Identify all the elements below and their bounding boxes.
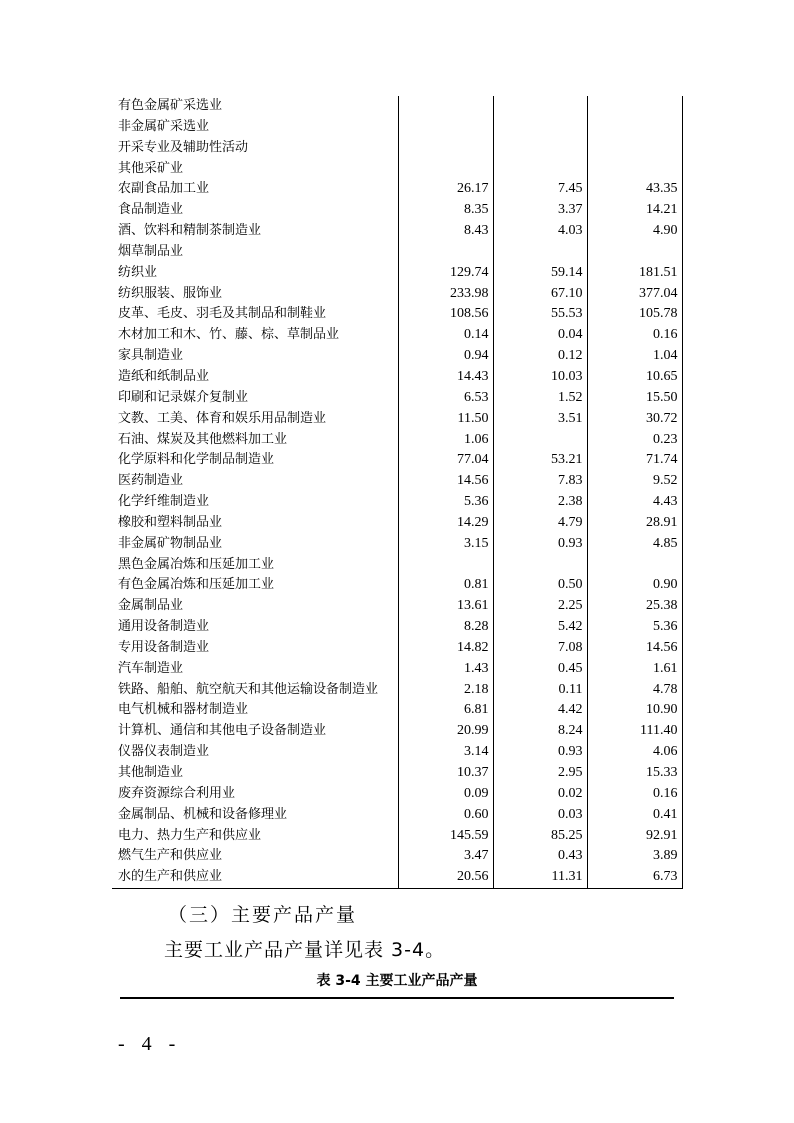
row-value-2-cell: 7.83 [493, 471, 587, 492]
row-value-1-cell: 6.53 [398, 388, 493, 409]
row-value-3-cell: 10.65 [587, 367, 682, 388]
table-row [112, 117, 682, 138]
row-value-1-cell [398, 555, 493, 576]
row-value-3-cell: 0.23 [587, 430, 682, 451]
row-name-cell: 化学纤维制造业 [118, 494, 210, 510]
row-value-1-cell: 14.82 [398, 638, 493, 659]
row-name-cell: 开采专业及辅助性活动 [118, 139, 249, 155]
row-name-cell: 有色金属冶炼和压延加工业 [118, 577, 275, 593]
row-value-3-cell: 4.90 [587, 221, 682, 242]
row-value-2-cell: 0.93 [493, 742, 587, 763]
row-name-cell: 印刷和记录媒介复制业 [118, 389, 249, 405]
table-row [112, 409, 682, 430]
row-name-cell: 计算机、通信和其他电子设备制造业 [118, 723, 327, 739]
table-row [112, 138, 682, 159]
table-row [112, 471, 682, 492]
row-value-3-cell: 4.78 [587, 680, 682, 701]
row-value-1-cell: 0.09 [398, 784, 493, 805]
row-name-cell: 化学原料和化学制品制造业 [118, 452, 275, 468]
row-value-3-cell [587, 555, 682, 576]
row-name-cell: 非金属矿采选业 [118, 118, 210, 134]
row-value-3-cell: 14.56 [587, 638, 682, 659]
row-value-3-cell: 6.73 [587, 867, 682, 888]
table-row [112, 805, 682, 826]
row-value-1-cell: 233.98 [398, 284, 493, 305]
row-value-2-cell [493, 117, 587, 138]
row-value-2-cell [493, 96, 587, 117]
table-row [112, 96, 682, 117]
row-name-cell: 水的生产和供应业 [112, 867, 398, 888]
row-value-3-cell: 377.04 [587, 284, 682, 305]
row-value-3-cell: 0.16 [587, 325, 682, 346]
table-row [112, 513, 682, 534]
row-value-2-cell: 3.51 [493, 409, 587, 430]
row-value-2-cell: 4.03 [493, 221, 587, 242]
row-name-cell: 金属制品、机械和设备修理业 [118, 806, 288, 822]
row-value-2-cell: 0.11 [493, 680, 587, 701]
table-row [112, 388, 682, 409]
row-value-2-cell: 0.03 [493, 805, 587, 826]
row-name-cell: 通用设备制造业 [118, 619, 210, 635]
row-value-1-cell: 0.60 [398, 805, 493, 826]
row-value-1-cell: 3.15 [398, 534, 493, 555]
row-value-2-cell: 1.52 [493, 388, 587, 409]
row-value-2-cell: 2.38 [493, 492, 587, 513]
row-value-1-cell: 108.56 [398, 304, 493, 325]
row-name-cell: 文教、工美、体育和娱乐用品制造业 [118, 410, 327, 426]
table-row [112, 534, 682, 555]
table-row [112, 159, 682, 180]
row-name-cell: 酒、饮料和精制茶制造业 [118, 223, 262, 239]
row-value-2-cell [493, 242, 587, 263]
table-row [112, 721, 682, 742]
row-value-2-cell: 53.21 [493, 450, 587, 471]
row-value-2-cell: 85.25 [493, 826, 587, 847]
row-value-3-cell [587, 138, 682, 159]
row-value-1-cell [398, 242, 493, 263]
table-row [112, 680, 682, 701]
row-value-1-cell: 1.06 [398, 430, 493, 451]
table-row [112, 742, 682, 763]
row-value-1-cell: 8.43 [398, 221, 493, 242]
table-row [112, 200, 682, 221]
row-value-3-cell [587, 96, 682, 117]
row-value-2-cell: 0.50 [493, 575, 587, 596]
row-value-1-cell: 1.43 [398, 659, 493, 680]
row-value-1-cell: 14.43 [398, 367, 493, 388]
table-body [112, 96, 682, 889]
row-value-1-cell: 145.59 [398, 826, 493, 847]
row-name-cell: 废弃资源综合利用业 [118, 785, 236, 801]
row-value-2-cell [493, 430, 587, 451]
row-value-2-cell: 55.53 [493, 304, 587, 325]
row-name-cell: 非金属矿物制品业 [118, 535, 223, 551]
row-value-3-cell: 0.90 [587, 575, 682, 596]
table-top-rule [120, 997, 674, 999]
table-row [112, 242, 682, 263]
industry-data-table [112, 96, 683, 889]
row-name-cell: 黑色金属冶炼和压延加工业 [118, 556, 275, 572]
table-row [112, 346, 682, 367]
row-value-3-cell: 30.72 [587, 409, 682, 430]
table-row [112, 450, 682, 471]
table-row [112, 826, 682, 847]
row-name-cell: 造纸和纸制品业 [118, 368, 210, 384]
row-value-1-cell: 14.29 [398, 513, 493, 534]
row-value-2-cell: 10.03 [493, 367, 587, 388]
row-value-3-cell: 15.33 [587, 763, 682, 784]
row-value-3-cell [587, 117, 682, 138]
row-name-cell: 有色金属矿采选业 [118, 98, 223, 113]
row-value-3-cell: 5.36 [587, 617, 682, 638]
table-row [112, 263, 682, 284]
row-value-2-cell: 0.12 [493, 346, 587, 367]
row-value-1-cell: 3.14 [398, 742, 493, 763]
row-value-1-cell: 0.94 [398, 346, 493, 367]
row-value-3-cell: 10.90 [587, 700, 682, 721]
row-value-1-cell: 8.28 [398, 617, 493, 638]
page-number: - 4 - [118, 1033, 182, 1055]
body-paragraph: 主要工业产品产量详见表 3-4。 [164, 939, 446, 961]
row-name-cell: 电气机械和器材制造业 [118, 702, 249, 718]
row-value-1-cell [398, 138, 493, 159]
row-value-3-cell: 15.50 [587, 388, 682, 409]
table-row [112, 304, 682, 325]
section-heading: （三）主要产品产量 [168, 904, 358, 926]
table-row [112, 596, 682, 617]
row-value-1-cell: 8.35 [398, 200, 493, 221]
row-value-2-cell: 11.31 [493, 867, 587, 888]
row-value-1-cell: 0.14 [398, 325, 493, 346]
row-name-cell: 电力、热力生产和供应业 [118, 827, 262, 843]
row-value-1-cell: 2.18 [398, 680, 493, 701]
table-row [112, 325, 682, 346]
table-row [112, 430, 682, 451]
row-value-3-cell: 3.89 [587, 846, 682, 867]
row-value-3-cell: 92.91 [587, 826, 682, 847]
row-name-cell: 燃气生产和供应业 [118, 848, 223, 864]
row-value-1-cell [398, 96, 493, 117]
row-value-1-cell: 77.04 [398, 450, 493, 471]
row-name-cell: 纺织服装、服饰业 [118, 285, 223, 301]
row-value-2-cell: 59.14 [493, 263, 587, 284]
row-value-1-cell: 11.50 [398, 409, 493, 430]
table-row [112, 284, 682, 305]
row-name-cell: 橡胶和塑料制品业 [118, 514, 223, 530]
row-value-2-cell: 7.08 [493, 638, 587, 659]
row-name-cell: 仪器仪表制造业 [118, 744, 210, 760]
row-value-1-cell: 13.61 [398, 596, 493, 617]
row-value-2-cell: 7.45 [493, 179, 587, 200]
row-value-2-cell [493, 555, 587, 576]
row-name-cell: 专用设备制造业 [118, 639, 210, 655]
table-row [112, 575, 682, 596]
row-value-3-cell: 9.52 [587, 471, 682, 492]
row-value-2-cell: 0.45 [493, 659, 587, 680]
row-value-3-cell [587, 159, 682, 180]
table-row [112, 659, 682, 680]
row-value-3-cell: 181.51 [587, 263, 682, 284]
row-value-2-cell [493, 159, 587, 180]
row-name-cell: 金属制品业 [118, 598, 184, 614]
table-row [112, 179, 682, 200]
row-value-3-cell: 71.74 [587, 450, 682, 471]
row-value-2-cell: 0.02 [493, 784, 587, 805]
table-row [112, 763, 682, 784]
row-value-2-cell: 2.95 [493, 763, 587, 784]
row-value-2-cell: 4.42 [493, 700, 587, 721]
row-value-1-cell: 26.17 [398, 179, 493, 200]
row-name-cell: 农副食品加工业 [118, 181, 210, 197]
row-value-3-cell [587, 242, 682, 263]
row-value-2-cell: 2.25 [493, 596, 587, 617]
row-name-cell: 烟草制品业 [118, 243, 184, 259]
table-row [112, 492, 682, 513]
row-value-3-cell: 14.21 [587, 200, 682, 221]
table-row [112, 617, 682, 638]
row-value-1-cell: 20.56 [398, 867, 493, 888]
row-value-1-cell: 3.47 [398, 846, 493, 867]
row-name-cell: 医药制造业 [118, 473, 184, 489]
table-row [112, 367, 682, 388]
row-name-cell: 纺织业 [118, 264, 158, 280]
row-value-3-cell: 4.43 [587, 492, 682, 513]
row-value-1-cell: 5.36 [398, 492, 493, 513]
row-name-cell: 皮革、毛皮、羽毛及其制品和制鞋业 [118, 306, 327, 322]
row-value-3-cell: 43.35 [587, 179, 682, 200]
table-row [112, 784, 682, 805]
row-value-2-cell: 67.10 [493, 284, 587, 305]
row-value-3-cell: 4.06 [587, 742, 682, 763]
table-row [112, 700, 682, 721]
row-value-3-cell: 111.40 [587, 721, 682, 742]
row-value-3-cell: 4.85 [587, 534, 682, 555]
row-value-1-cell [398, 159, 493, 180]
row-name-cell: 其他采矿业 [118, 160, 184, 176]
row-name-cell: 食品制造业 [118, 202, 184, 218]
row-value-3-cell: 105.78 [587, 304, 682, 325]
row-value-1-cell: 0.81 [398, 575, 493, 596]
row-value-1-cell [398, 117, 493, 138]
row-value-1-cell: 129.74 [398, 263, 493, 284]
row-value-3-cell: 1.04 [587, 346, 682, 367]
row-value-3-cell: 1.61 [587, 659, 682, 680]
row-name-cell: 木材加工和木、竹、藤、棕、草制品业 [118, 327, 340, 343]
table-caption: 表 3-4 主要工业产品产量 [316, 973, 478, 989]
row-value-2-cell: 0.04 [493, 325, 587, 346]
row-value-1-cell: 6.81 [398, 700, 493, 721]
row-value-3-cell: 25.38 [587, 596, 682, 617]
row-value-2-cell [493, 138, 587, 159]
row-value-2-cell: 4.79 [493, 513, 587, 534]
row-value-2-cell: 8.24 [493, 721, 587, 742]
row-value-3-cell: 28.91 [587, 513, 682, 534]
row-value-1-cell: 14.56 [398, 471, 493, 492]
table-row [112, 846, 682, 867]
row-value-1-cell: 10.37 [398, 763, 493, 784]
row-name-cell: 其他制造业 [118, 765, 184, 780]
row-value-2-cell: 3.37 [493, 200, 587, 221]
row-value-2-cell: 0.43 [493, 846, 587, 867]
table-row [112, 221, 682, 242]
table-row [112, 638, 682, 659]
row-value-2-cell: 5.42 [493, 617, 587, 638]
row-value-1-cell: 20.99 [398, 721, 493, 742]
row-name-cell: 家具制造业 [118, 348, 184, 364]
row-name-cell: 铁路、船舶、航空航天和其他运输设备制造业 [118, 681, 379, 697]
row-name-cell: 汽车制造业 [118, 660, 184, 676]
table-row [112, 867, 682, 888]
row-value-3-cell: 0.41 [587, 805, 682, 826]
table-row [112, 555, 682, 576]
row-name-cell: 石油、煤炭及其他燃料加工业 [118, 431, 288, 447]
row-value-3-cell: 0.16 [587, 784, 682, 805]
row-value-2-cell: 0.93 [493, 534, 587, 555]
industry-table-container [112, 96, 682, 889]
